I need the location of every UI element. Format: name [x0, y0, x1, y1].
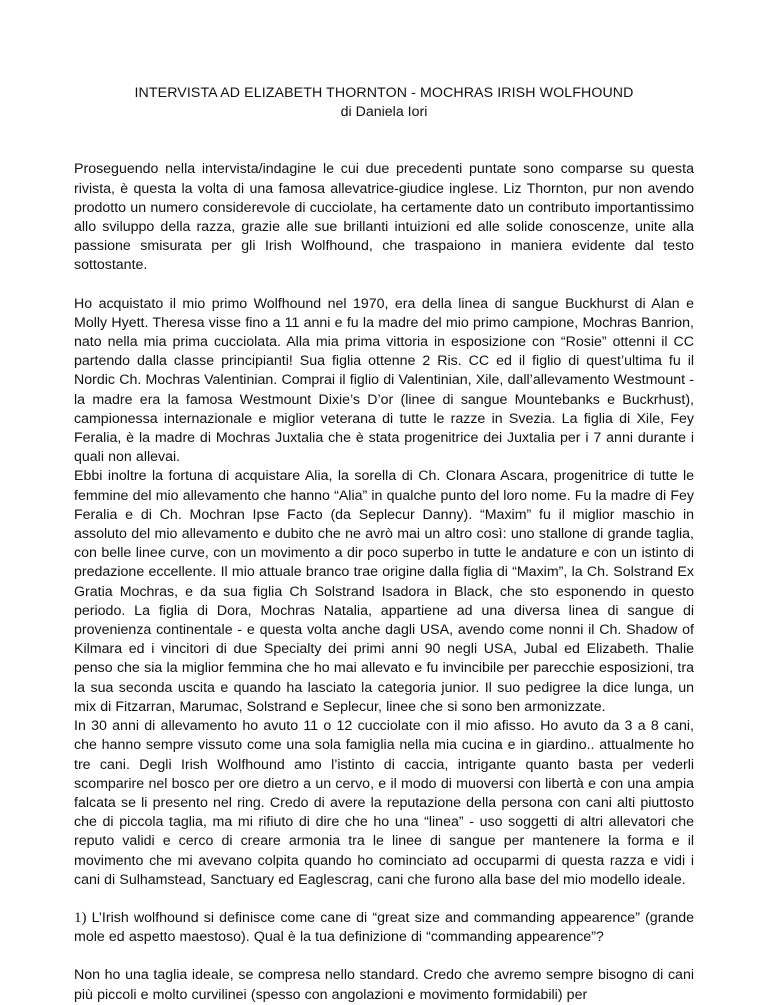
- question-number: 1): [74, 909, 87, 926]
- intro-paragraph: Proseguendo nella intervista/indagine le cui due precedenti puntate sono comparse su questa rivista, è questa la volta di una famosa allevatrice-giudice inglese. Liz Thornton, pur non avendo prodotto un numero considerevole di cucciolate, ha certamente dato un contributo importantissimo allo sviluppo della razza, grazie alle sue brillanti intuizioni ed alle solide conoscenze, unite alla passione smisurata per gli Irish Wolfhound, che traspaiono in maniera evidente dal testo sottostante.: [74, 161, 694, 274]
- document-page: [74, 84, 694, 1005]
- answer-paragraph: Non ho una taglia ideale, se compresa nello standard. Credo che avremo sempre bisogno di cani più piccoli e molto curvilinei (spesso con angolazioni e movimento formidabili) per: [74, 967, 694, 1003]
- spacer: [74, 276, 694, 295]
- spacer: [74, 890, 694, 909]
- article-author: di Daniela Iori: [340, 104, 428, 121]
- title-block: [74, 84, 694, 122]
- story-paragraph: In 30 anni di allevamento ho avuto 11 o 12 cucciolate con il mio afisso. Ho avuto da 3 a 8 cani, che hanno sempre vissuto come una sola famiglia nella mia cucina e in giardino.. attualmente ho tre cani. Degli Irish Wolfhound amo l’istinto di caccia, intrigante quanto basta per vederli scomparire nel bosco per ore dietro a un cervo, e il modo di muoversi con libertà e con una ampia falcata se li presento nel ring. Credo di avere la reputazione della persona con cani alti piuttosto che di piccola taglia, ma mi rifiuto di dire che ho una “linea” - uso soggetti di altri allevatori che reputo validi e cerco di creare armonia tra le linee di sangue per mantenere la forma e il movimento che mi avevano colpita quando ho cominciato ad occuparmi di questa razza e vidi i cani di Sulhamstead, Sanctuary ed Eaglescrag, cani che furono alla base del mio modello ideale.: [74, 718, 694, 888]
- question-paragraph: [74, 909, 694, 947]
- spacer: [74, 947, 694, 966]
- story-paragraph: Ho acquistato il mio primo Wolfhound nel 1970, era della linea di sangue Buckhurst di Alan e Molly Hyett. Theresa visse fino a 11 anni e fu la madre del mio primo campione, Mochras Banrion, nato nella mia prima cucciolata. Alla mia prima vittoria in esposizione con “Rosie” ottenni il CC partendo dalla classe principianti! Sua figlia ottenne 2 Ris. CC ed il figlio di quest’ultima fu il Nordic Ch. Mochras Valentinian. Comprai il figlio di Valentinian, Xile, dall’allevamento Westmount - la madre era la famosa Westmount Dixie’s D’or (linee di sangue Mountebanks e Buckrhust), campionessa internazionale e miglior veterana di tutte le razze in Svezia. La figlia di Xile, Fey Feralia, è la madre di Mochras Juxtalia che è stata progenitrice dei Juxtalia per i 7 anni durante i quali non allevai.: [74, 295, 694, 466]
- question-text: L’Irish wolfhound si definisce come cane di “great size and commanding appearence” (grande mole ed aspetto maestoso). Qual è la tua definizione di “commanding appearence”?: [74, 909, 694, 946]
- spacer: [74, 122, 694, 160]
- story-paragraph: Ebbi inoltre la fortuna di acquistare Alia, la sorella di Ch. Clonara Ascara, progenitrice di tutte le femmine del mio allevamento che hanno “Alia” in qualche punto del loro nome. Fu la madre di Fey Feralia e di Ch. Mochran Ipse Facto (da Seplecur Danny). “Maxim” fu il miglior maschio in assoluto del mio allevamento e dubito che ne avrò mai un altro così: uno stallone di grande taglia, con belle linee curve, con un movimento a dir poco superbo in tutte le andature e con un istinto di predazione eccellente. Il mio attuale branco trae origine dalla figlia di “Maxim”, la Ch. Solstrand Ex Gratia Mochras, e da sua figlia Ch Solstrand Isadora in Black, che sto esponendo in questo periodo. La figlia di Dora, Mochras Natalia, appartiene ad una diversa linea di sangue di provenienza continentale - e questa volta anche dagli USA, avendo come nonni il Ch. Shadow of Kilmara ed i vincitori di due Specialty dei primi anni 90 negli USA, Jubal ed Elizabeth. Thalie penso che sia la miglior femmina che ho mai allevato e fu invincibile per parecchie esposizioni, tra la sua seconda uscita e quando ha lasciato la categoria junior. Il suo pedigree la dice lunga, un mix di Fitzarran, Marumac, Solstrand e Seplecur, linee che si sono ben armonizzate.: [74, 468, 694, 715]
- article-title: INTERVISTA AD ELIZABETH THORNTON - MOCHRAS IRISH WOLFHOUND: [134, 85, 634, 101]
